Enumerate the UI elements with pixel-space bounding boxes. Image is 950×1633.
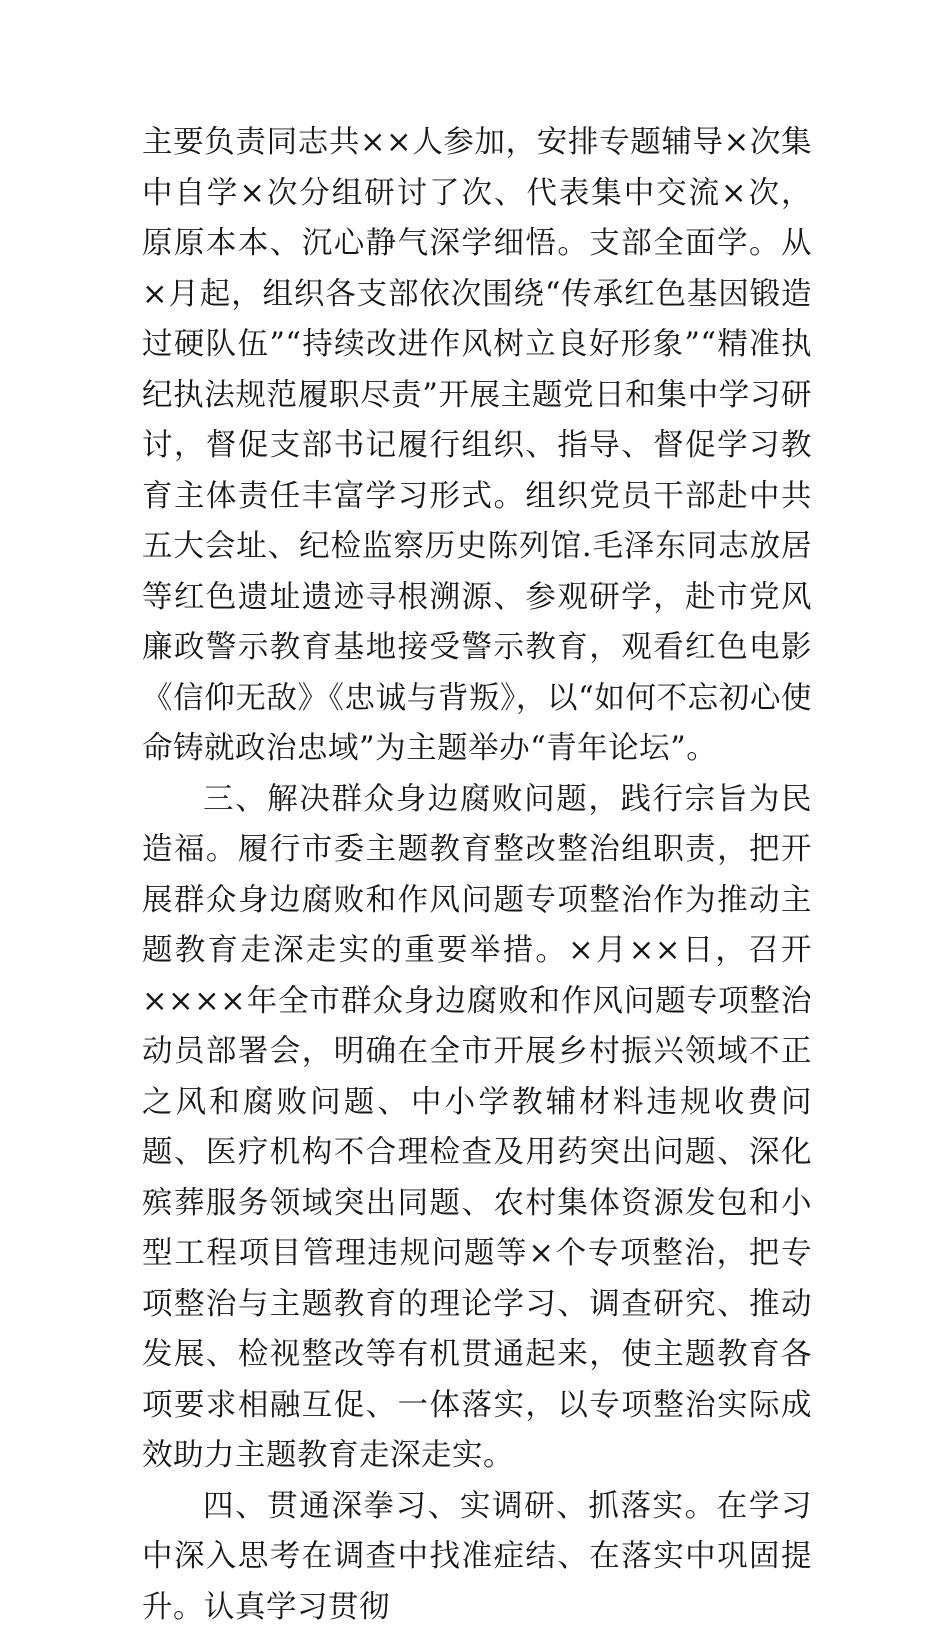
paragraph-section-three: 三、解决群众身边腐败问题，践行宗旨为民造福。履行市委主题教育整改整治组职责，把开展群众身边腐败和作风问题专项整治作为推动主题教育走深走实的重要举措。×月××日，召开××××年全市群众身边腐败和作风问题专项整治动员部署会，明确在全市开展乡村振兴领域不正之风和腐败问题、中小学教辅材料违规收费问题、医疗机构不合理检查及用药突出问题、深化殡葬服务领域突出同题、农村集体资源发包和小型工程项目管理违规问题等×个专项整治，把专项整治与主题教育的理论学习、调查研究、推动发展、检视整改等有机贯通起来，使主题教育各项要求相融互促、一体落实，以专项整治实际成效助力主题教育走深走实。	[142, 775, 812, 1482]
paragraph-continued-section-two: 主要负责同志共××人参加，安排专题辅导×次集中自学×次分组研讨了次、代表集中交流×次，原原本本、沉心静气深学细悟。支部全面学。从×月起，组织各支部依次围绕“传承红色基因锻造过硬队伍”“持续改进作风树立良好形象”“精准执纪执法规范履职尽责”开展主题党日和集中学习研讨，督促支部书记履行组织、指导、督促学习教育主体责任丰富学习形式。组织党员干部赴中共五大会址、纪检监察历史陈列馆.毛泽东同志放居等红色遗址遗迹寻根溯源、参观研学，赴市党风廉政警示教育基地接受警示教育，观看红色电影《信仰无敌》《忠诚与背叛》，以“如何不忘初心使命铸就政治忠域”为主题举办“青年论坛”。	[142, 118, 812, 775]
paragraph-section-four: 四、贯通深拳习、实调研、抓落实。在学习中深入思考在调查中找准症结、在落实中巩固提升。认真学习贯彻	[142, 1482, 812, 1633]
document-body	[142, 118, 812, 1633]
